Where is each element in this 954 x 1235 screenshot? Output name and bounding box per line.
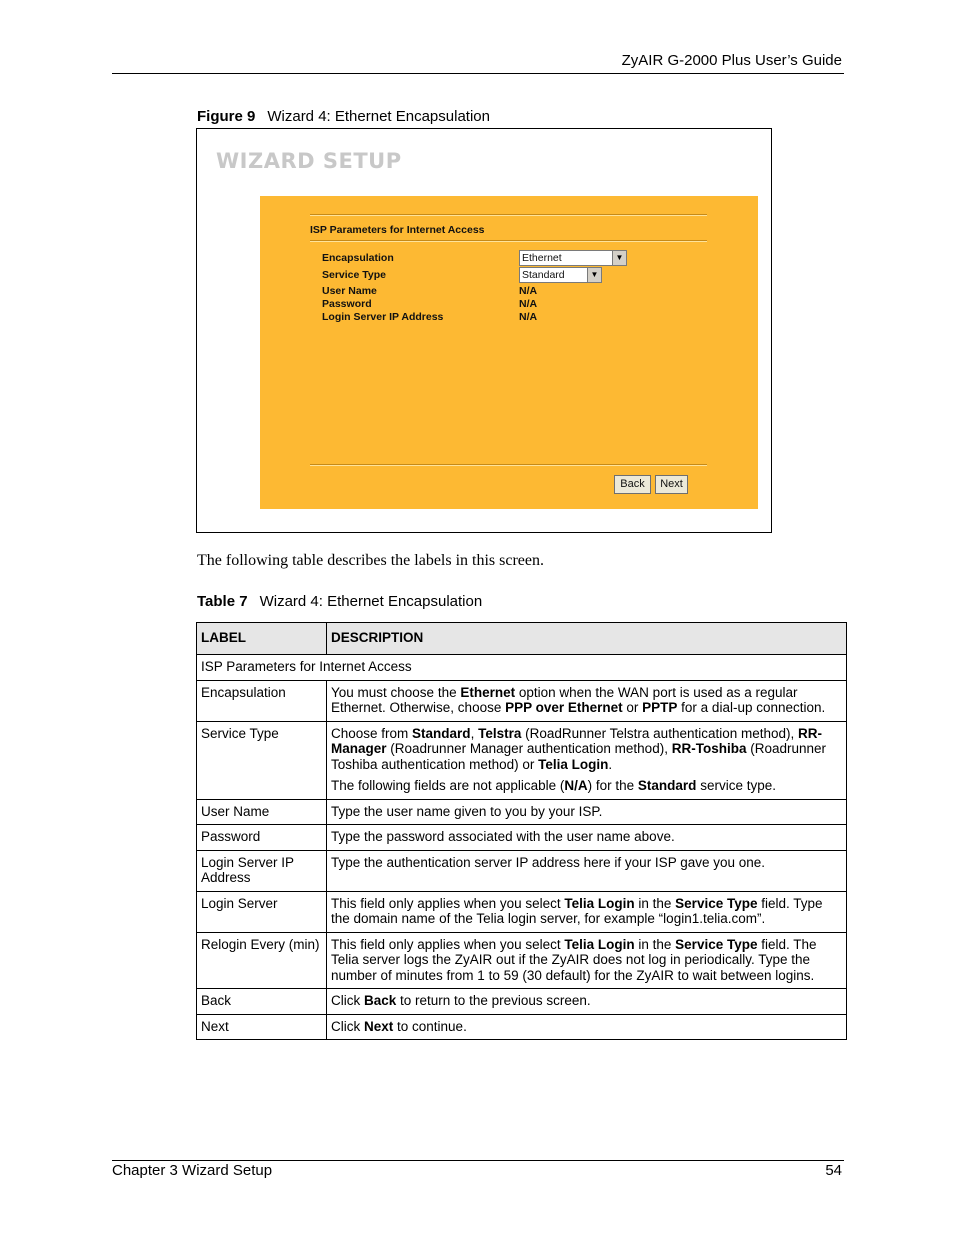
desc-bold: N/A [564, 778, 588, 793]
user-name-value: N/A [519, 285, 538, 297]
desc-text: to return to the previous screen. [396, 993, 591, 1008]
table-row [197, 799, 847, 825]
table-caption [197, 593, 482, 610]
row-label: User Name [197, 799, 327, 825]
service-type-value: Standard [522, 269, 565, 281]
login-server-ip-label: Login Server IP Address [322, 311, 444, 323]
desc-text: (Roadrunner Toshiba authentication method) or [331, 741, 826, 772]
chevron-down-icon[interactable]: ▼ [587, 268, 601, 282]
desc-bold: Standard [412, 725, 471, 741]
row-description: Type the password associated with the user name above. [327, 825, 847, 851]
desc-text: (Roadrunner Manager authentication method), [386, 741, 672, 756]
table-row [197, 989, 847, 1015]
desc-text: for a dial-up connection. [677, 700, 826, 715]
table-caption-text: Wizard 4: Ethernet Encapsulation [259, 593, 483, 610]
row-label: Relogin Every (min) [197, 932, 327, 989]
desc-text: ) for the [587, 778, 638, 793]
password-label: Password [322, 298, 372, 310]
desc-text: Click [331, 993, 364, 1008]
label-header: LABEL [197, 623, 327, 655]
table-header-row [197, 623, 847, 655]
desc-text: , [470, 725, 479, 741]
desc-text: You must choose the [331, 684, 461, 700]
table-row [197, 850, 847, 891]
encapsulation-label: Encapsulation [322, 252, 394, 264]
row-description: Type the user name given to you by your ISP. [327, 799, 847, 825]
row-label: Login Server [197, 891, 327, 932]
section-cell: ISP Parameters for Internet Access [197, 655, 847, 681]
row-description [327, 891, 847, 932]
desc-text: The following fields are not applicable ( [331, 778, 565, 793]
service-type-label: Service Type [322, 269, 387, 281]
back-button[interactable]: Back [614, 475, 651, 494]
next-button[interactable]: Next [655, 475, 688, 494]
row-description [327, 680, 847, 721]
intro-text: The following table describes the labels in this screen. [197, 552, 545, 569]
desc-bold: Service Type [675, 895, 758, 911]
desc-bold: Next [364, 1018, 394, 1034]
desc-text: Choose from [331, 725, 413, 741]
row-label: Password [197, 825, 327, 851]
footer-rule [112, 1160, 844, 1161]
desc-bold: Standard [637, 778, 697, 793]
header-rule [112, 73, 844, 74]
desc-bold: Telia Login [564, 895, 635, 911]
row-description [327, 721, 847, 799]
row-description [327, 989, 847, 1015]
encapsulation-select[interactable] [519, 250, 627, 266]
table-row [197, 891, 847, 932]
desc-text: option when the WAN port is used as a regular Ethernet. Otherwise, choose [331, 684, 798, 715]
desc-text: This field only applies when you select [331, 895, 565, 911]
desc-bold: PPTP [642, 700, 678, 715]
table-number: Table 7 [197, 593, 248, 610]
desc-text: in the [634, 895, 676, 911]
desc-text: (RoadRunner Telstra authentication method), [521, 725, 799, 741]
wizard-title: WIZARD SETUP [216, 149, 402, 173]
figure-screenshot [196, 128, 772, 533]
panel-top-rule [310, 214, 707, 216]
row-label: Service Type [197, 721, 327, 799]
row-description [327, 932, 847, 989]
running-header: ZyAIR G-2000 Plus User’s Guide [621, 52, 842, 69]
desc-text: This field only applies when you select [331, 936, 565, 952]
desc-text: . [608, 756, 613, 772]
wizard-panel [260, 196, 758, 509]
user-name-label: User Name [322, 285, 377, 297]
desc-bold: Service Type [675, 936, 758, 952]
desc-text: or [622, 700, 643, 715]
description-header: DESCRIPTION [327, 623, 847, 655]
figure-caption-text: Wizard 4: Ethernet Encapsulation [267, 108, 490, 125]
row-label: Back [197, 989, 327, 1015]
desc-bold: Ethernet [460, 684, 516, 700]
encapsulation-value: Ethernet [522, 252, 562, 264]
desc-bold: Telia Login [564, 936, 635, 952]
table-row [197, 825, 847, 851]
description-table [196, 622, 847, 1040]
table-row [197, 932, 847, 989]
desc-bold: Telstra [478, 725, 522, 741]
desc-text: Click [331, 1018, 364, 1034]
table-row [197, 1014, 847, 1040]
desc-bold: Back [364, 993, 397, 1008]
row-description [327, 1014, 847, 1040]
service-type-select[interactable] [519, 267, 602, 283]
figure-number: Figure 9 [197, 108, 256, 125]
table-row [197, 680, 847, 721]
row-label: Login Server IP Address [197, 850, 327, 891]
password-value: N/A [519, 298, 538, 310]
section-title: ISP Parameters for Internet Access [310, 224, 485, 236]
login-server-ip-value: N/A [519, 311, 538, 323]
desc-paragraph [331, 778, 841, 794]
table-section-row [197, 655, 847, 681]
desc-paragraph [331, 726, 841, 773]
footer-page-number: 54 [825, 1162, 842, 1179]
desc-text: field. The Telia server logs the ZyAIR out if the ZyAIR does not log in periodically. Type the number of minutes from 1 to 59 (30 default) for the ZyAIR to wait between logins. [331, 936, 817, 983]
desc-text: service type. [696, 778, 776, 793]
row-label: Encapsulation [197, 680, 327, 721]
desc-text: in the [634, 936, 676, 952]
footer-chapter: Chapter 3 Wizard Setup [112, 1162, 273, 1179]
table-row [197, 721, 847, 799]
desc-bold: PPP over Ethernet [505, 700, 623, 715]
desc-bold: RR-Toshiba [671, 741, 747, 756]
figure-caption [197, 108, 490, 125]
desc-text: field. Type the domain name of the Telia login server, for example “login1.telia.com”. [331, 895, 823, 926]
desc-text: to continue. [393, 1018, 467, 1034]
buttons-rule [310, 464, 707, 466]
row-label: Next [197, 1014, 327, 1040]
chevron-down-icon[interactable]: ▼ [612, 251, 626, 265]
desc-bold: Telia Login [538, 756, 609, 772]
desc-bold: RR-Manager [331, 725, 823, 756]
row-description: Type the authentication server IP address here if your ISP gave you one. [327, 850, 847, 891]
section-rule [310, 240, 707, 242]
